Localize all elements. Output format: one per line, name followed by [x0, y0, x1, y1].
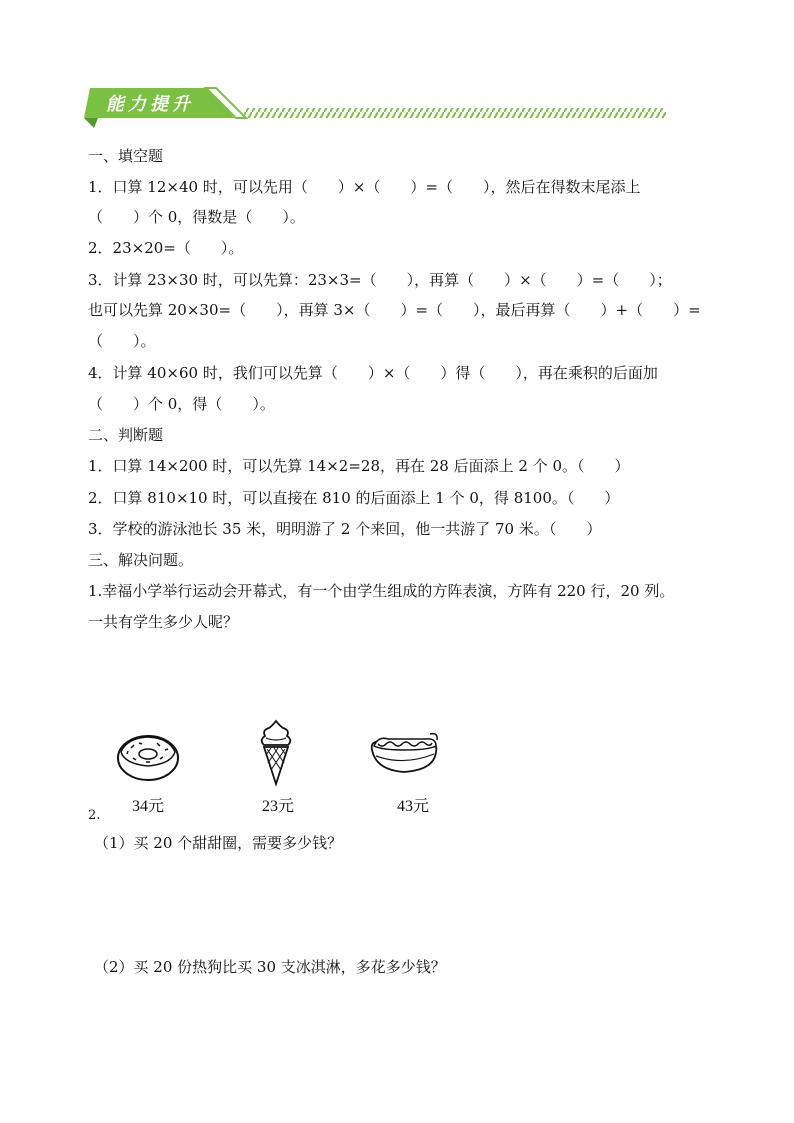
question-line: （ ）个 0，得（ ）。: [88, 395, 275, 413]
sub-question: （2）买 20 份热狗比买 30 支冰淇淋，多花多少钱？: [94, 958, 446, 976]
question-line: 3．计算 23×30 时，可以先算：23×3=（ ），再算（ ）×（ ）=（ ）；: [88, 271, 672, 289]
section-heading-word-problems: 三、解决问题。: [88, 551, 194, 569]
sub-question: （1）买 20 个甜甜圈，需要多少钱？: [94, 834, 343, 852]
section-heading-true-false: 二、判断题: [88, 426, 164, 444]
banner-title: 能力提升: [106, 94, 194, 115]
question-line: 一共有学生多少人呢？: [88, 613, 239, 631]
ice-cream-icon: [257, 718, 295, 788]
donut-price: 34元: [131, 798, 164, 815]
section-heading-fill-blank: 一、填空题: [88, 147, 164, 165]
ice-cream-price: 23元: [261, 798, 294, 815]
question-line: 2．23×20=（ ）。: [88, 239, 244, 257]
question-line: （ ）。: [88, 332, 156, 350]
question-line: 1.幸福小学举行运动会开幕式，有一个由学生组成的方阵表演，方阵有 220 行，20 列。: [88, 582, 675, 600]
question-line: 也可以先算 20×30=（ ），再算 3×（ ）=（ ），最后再算（ ）+（ ）=: [88, 301, 701, 319]
hot-dog-price: 43元: [396, 798, 429, 815]
donut-icon: [113, 730, 183, 786]
question-line: 1．口算 14×200 时，可以先算 14×2=28，再在 28 后面添上 2 个 0。（ ）: [88, 457, 630, 475]
question-line: 2．口算 810×10 时，可以直接在 810 的后面添上 1 个 0，得 8100。（ ）: [88, 489, 620, 507]
section-banner: [84, 82, 674, 130]
banner-fold: [84, 118, 98, 128]
question-number: 2.: [88, 808, 101, 823]
question-line: 4．计算 40×60 时，我们可以先算（ ）×（ ）得（ ），再在乘积的后面加: [88, 364, 658, 382]
banner-hatch-strip: [244, 108, 666, 118]
question-line: 3．学校的游泳池长 35 米，明明游了 2 个来回，他一共游了 70 米。（ ）: [88, 520, 602, 538]
question-line: 1．口算 12×40 时，可以先用（ ）×（ ）=（ ），然后在得数末尾添上: [88, 178, 641, 196]
question-line: （ ）个 0，得数是（ ）。: [88, 208, 305, 226]
hot-dog-icon: [368, 730, 440, 778]
